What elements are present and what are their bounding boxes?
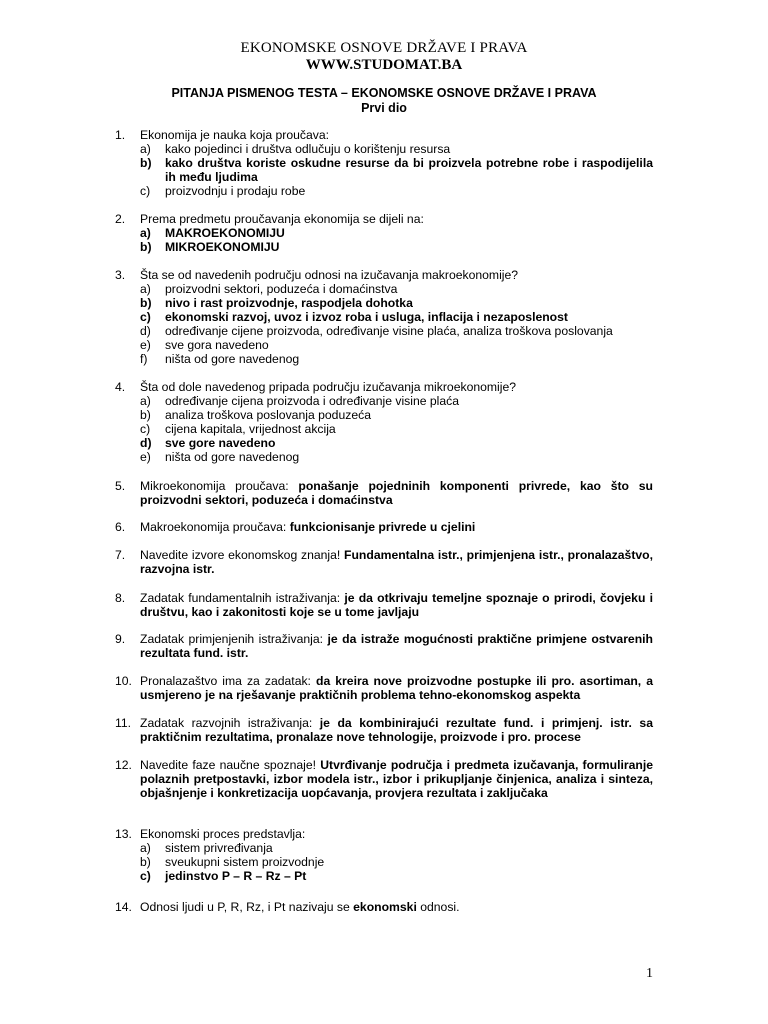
question-number: 12. [115,758,132,772]
question-text: Pronalazaštvo ima za zadatak: [140,674,316,688]
question-answer: je da otkrivaju temeljne spoznaje o prirodi, čovjeku i društvu, kao i zakonitosti koje se u tome javljaju [140,591,653,619]
answer-option-correct: d) sve gore navedeno [140,436,276,450]
question-number: 6. [115,520,126,534]
question-number: 4. [115,380,126,394]
answer-option: b) sveukupni sistem proizvodnje [140,855,325,869]
question-1 [115,128,653,198]
question-11 [115,716,653,744]
answer-option: f) ništa od gore navedenog [140,352,300,366]
question-8 [115,591,653,619]
question-text: Zadatak razvojnih istraživanja: [140,716,320,730]
answer-option-correct: b) MIKROEKONOMIJU [140,240,280,254]
question-answer: Fundamentalna istr., primjenjena istr., pronalazaštvo, razvojna istr. [140,548,654,576]
answer-option: c) cijena kapitala, vrijednost akcija [140,422,336,436]
question-text: Ekonomski proces predstavlja: [140,827,306,841]
answer-option: c) proizvodnju i prodaju robe [140,184,306,198]
question-answer: je da kombinirajući rezultate fund. i primjenj. istr. sa praktičnim rezultatima, pronalaze nove tehnologije, proizvode i pro. procese [140,716,653,744]
header-website: WWW.STUDOMAT.BA [305,57,463,73]
question-answer: je da istraže mogućnosti praktične primjene ostvarenih rezultata fund. istr. [140,632,653,660]
document-title: PITANJA PISMENOG TESTA – EKONOMSKE OSNOVE DRŽAVE I PRAVA [171,86,597,100]
question-7 [115,548,653,576]
question-text: Navedite izvore ekonomskog znanja! [140,548,345,562]
question-10 [115,674,653,702]
document-subtitle: Prvi dio [361,101,407,115]
question-number: 9. [115,632,126,646]
question-text: Navedite faze naučne spoznaje! [140,758,321,772]
question-6 [115,520,653,534]
question-number: 5. [115,479,126,493]
question-number: 2. [115,212,126,226]
question-answer: ponašanje pojedninih komponenti privrede, kao što su proizvodni sektori, poduzeća i domaćinstva [140,479,653,507]
question-text: Šta se od navedenih području odnosi na izučavanja makroekonomije? [140,268,519,282]
answer-option: a) određivanje cijena proizvoda i određivanje visine plaća [140,394,460,408]
answer-option: e) sve gora navedeno [140,338,269,352]
answer-option-correct: a) MAKROEKONOMIJU [140,226,285,240]
answer-option: e) ništa od gore navedenog [140,450,300,464]
answer-option: a) proizvodni sektori, poduzeća i domaćinstva [140,282,398,296]
answer-option: a) kako pojedinci i društva odlučuju o korištenju resursa [140,142,451,156]
question-text: Zadatak fundamentalnih istraživanja: [140,591,345,605]
question-answer: Utvrđivanje područja i predmeta izučavanja, formuliranje polaznih pretpostavki, izbor modela istr., izbor i prikupljanje činjenica, analiza i sinteza, objašnjenje i konkretizacija uopćavanja, provjera rezultata i zaključaka [140,758,653,800]
answer-option-correct: c) ekonomski razvoj, uvoz i izvoz roba i usluga, inflacija i nezaposlenost [140,310,568,324]
question-3 [115,268,653,366]
page-number: 1 [646,966,653,981]
answer-option-correct: b) kako društva koriste oskudne resurse da bi proizvela potrebne robe i raspodijelila ih među ljudima [140,156,653,184]
question-number: 10. [115,674,132,688]
question-4 [115,380,653,464]
question-text: Prema predmetu proučavanja ekonomija se dijeli na: [140,212,424,226]
answer-option-correct: b) nivo i rast proizvodnje, raspodjela dohotka [140,296,413,310]
question-number: 11. [115,716,132,730]
question-text: Odnosi ljudi u P, R, Rz, i Pt nazivaju se [140,900,354,914]
question-text: Šta od dole navedenog pripada području izučavanja mikroekonomije? [140,380,517,394]
header-course-title: EKONOMSKE OSNOVE DRŽAVE I PRAVA [240,40,528,56]
question-text-tail: odnosi. [416,900,460,914]
question-13 [115,827,653,883]
question-number: 3. [115,268,126,282]
question-number: 14. [115,900,132,914]
question-12 [115,758,653,800]
answer-option: a) sistem privređivanja [140,841,273,855]
question-answer: funkcionisanje privrede u cjelini [289,520,476,534]
question-9 [115,632,653,660]
answer-option: d) određivanje cijene proizvoda, određivanje visine plaća, analiza troškova poslovanja [140,324,613,338]
answer-option: b) analiza troškova poslovanja poduzeća [140,408,371,422]
question-number: 13. [115,827,132,841]
question-text: Makroekonomija proučava: [140,520,290,534]
question-answer: da kreira nove proizvodne postupke ili pro. asortiman, a usmjereno je na rješavanje praktičnih problema tehno-ekonomskog aspekta [140,674,653,702]
question-text: Zadatak primjenjenih istraživanja: [140,632,328,646]
question-number: 7. [115,548,126,562]
question-14 [115,900,653,914]
question-answer: ekonomski [353,900,417,914]
answer-option-correct: c) jedinstvo P – R – Rz – Pt [140,869,307,883]
question-5 [115,479,653,507]
question-number: 1. [115,128,126,142]
question-text: Mikroekonomija proučava: [140,479,299,493]
question-2 [115,212,653,254]
question-text: Ekonomija je nauka koja proučava: [140,128,330,142]
question-number: 8. [115,591,126,605]
